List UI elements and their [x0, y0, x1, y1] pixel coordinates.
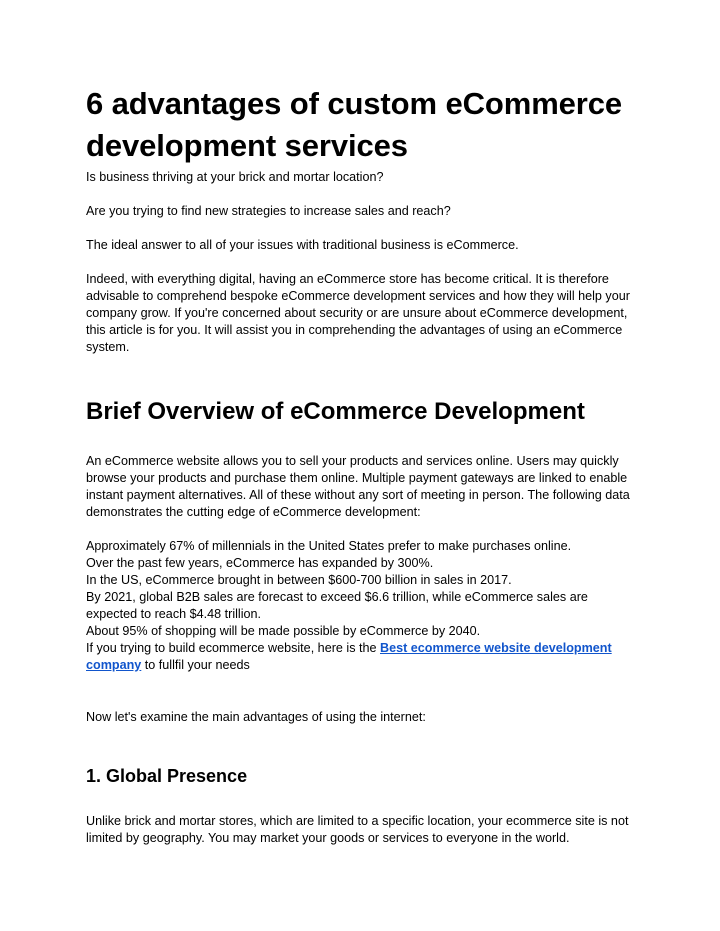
stat-line-6 [86, 640, 638, 674]
page-title: 6 advantages of custom eCommerce development services [86, 86, 623, 163]
section-1-heading: 1. Global Presence [86, 766, 248, 786]
section-1-paragraph: Unlike brick and mortar stores, which are limited to a specific location, your ecommerce site is not limited by geography. You may market your goods or services to everyone in the world. [86, 814, 629, 845]
stat-line-6-after: to fullfil your needs [141, 658, 250, 672]
best-ecommerce-company-link[interactable]: Best ecommerce website development company [86, 641, 612, 672]
overview-paragraph-1: An eCommerce website allows you to sell your products and services online. Users may quickly browse your products and purchase them online. Multiple payment gateways are linked to enable instant payment alternatives. All of these without any sort of meeting in person. The following data demonstrates the cutting edge of eCommerce development: [86, 454, 630, 519]
intro-paragraph-1: Is business thriving at your brick and mortar location? [86, 170, 384, 184]
stat-line-4: By 2021, global B2B sales are forecast to exceed $6.6 trillion, while eCommerce sales are expected to reach $4.48 trillion. [86, 590, 588, 621]
stat-line-3: In the US, eCommerce brought in between $600-700 billion in sales in 2017. [86, 573, 512, 587]
stat-line-5: About 95% of shopping will be made possible by eCommerce by 2040. [86, 624, 481, 638]
intro-paragraph-3: The ideal answer to all of your issues with traditional business is eCommerce. [86, 238, 519, 252]
stat-line-1: Approximately 67% of millennials in the United States prefer to make purchases online. [86, 539, 572, 553]
overview-heading: Brief Overview of eCommerce Development [86, 398, 585, 425]
intro-paragraph-2: Are you trying to find new strategies to increase sales and reach? [86, 204, 451, 218]
intro-paragraph-4: Indeed, with everything digital, having an eCommerce store has become critical. It is therefore advisable to comprehend bespoke eCommerce development services and how they will help your company grow. If you're concerned about security or are unsure about eCommerce development, this article is for you. It will assist you in comprehending the advantages of using an eCommerce system. [86, 272, 630, 354]
stat-line-6-before: If you trying to build ecommerce website, here is the [86, 641, 380, 655]
stat-line-2: Over the past few years, eCommerce has expanded by 300%. [86, 556, 434, 570]
overview-paragraph-2: Now let's examine the main advantages of using the internet: [86, 710, 426, 724]
